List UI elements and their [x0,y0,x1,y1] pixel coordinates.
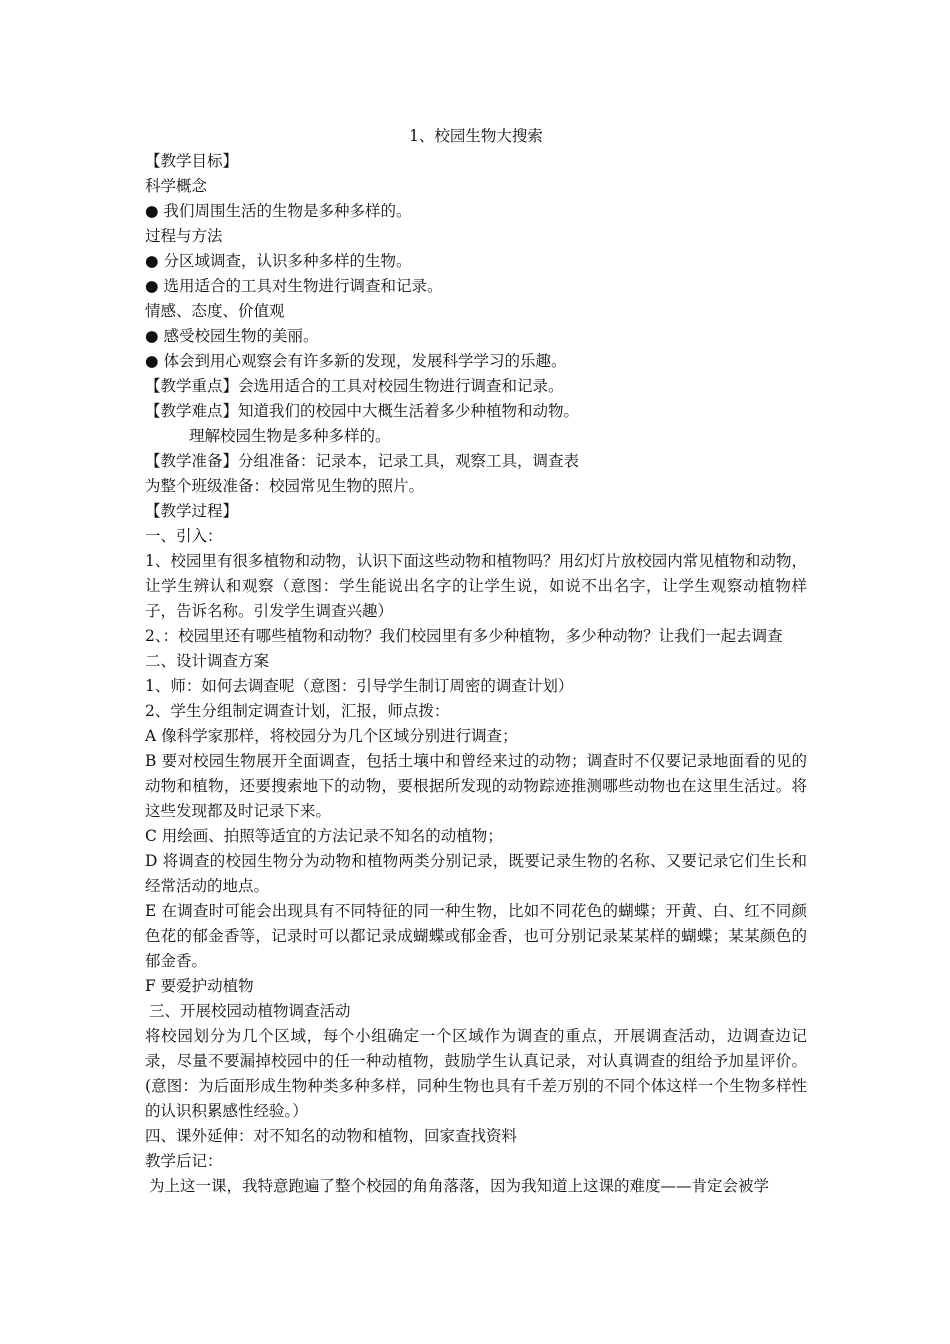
process-method-item: ● 选用适合的工具对生物进行调查和记录。 [145,277,443,295]
plan-item-b: B 要对校园生物展开全面调查，包括土壤中和曾经来过的动物；调查时不仅要记录地面看的见的动物和植物，还要搜索地下的动物，要根据所发现的动物踪迹推测哪些动物也在这里生活过。将这些发现都及时记录下来。 [145,752,807,820]
document-title: 1、校园生物大搜索 [409,127,543,145]
section-1-heading: 一、引入： [145,527,223,545]
attitude-item: ● 感受校园生物的美丽。 [145,327,319,345]
plan-item-f: F 要爱护动植物 [145,977,254,995]
document-body [145,124,807,1199]
section-2-paragraph: 2、学生分组制定调查计划，汇报，师点拨： [145,702,450,720]
plan-item-d: D 将调查的校园生物分为动物和植物两类分别记录，既要记录生物的名称、又要记录它们生长和经常活动的地点。 [145,852,807,895]
difficulty-continued: 理解校园生物是多种多样的。 [189,427,391,445]
section-2-heading: 二、设计调查方案 [145,652,270,670]
preparation: 【教学准备】分组准备：记录本，记录工具，观察工具，调查表 [145,452,580,470]
process-method-item: ● 分区域调查，认识多种多样的生物。 [145,252,412,270]
section-3-paragraph: 将校园划分为几个区域，每个小组确定一个区域作为调查的重点，开展调查活动，边调查边记录，尽量不要漏掉校园中的任一种动植物，鼓励学生认真记录，对认真调查的组给予加星评价。(意图：为后面形成生物种类多种多样，同种生物也具有千差万别的不同个体这样一个生物多样性的认识积累感性经验。） [145,1027,807,1120]
science-concept-item: ● 我们周围生活的生物是多种多样的。 [145,202,412,220]
section-4-heading: 四、课外延伸：对不知名的动物和植物，回家查找资料 [145,1127,518,1145]
section-3-heading: 三、开展校园动植物调查活动 [149,1002,351,1020]
attitude-item: ● 体会到用心观察会有许多新的发现，发展科学学习的乐趣。 [145,352,567,370]
section-1-paragraph: 2、：校园里还有哪些植物和动物？我们校园里有多少种植物，多少种动物？让我们一起去调查 [145,627,783,645]
difficulty: 【教学难点】知道我们的校园中大概生活着多少种植物和动物。 [145,402,580,420]
plan-item-c: C 用绘画、拍照等适宜的方法记录不知名的动植物； [145,827,503,845]
afterword-paragraph: 为上这一课，我特意跑遍了整个校园的角角落落，因为我知道上这课的难度——肯定会被学 [149,1177,770,1195]
section-2-paragraph: 1、师：如何去调查呢（意图：引导学生制订周密的调查计划） [145,677,574,695]
section-1-paragraph: 1、校园里有很多植物和动物，认识下面这些动物和植物吗？用幻灯片放校园内常见植物和动物，让学生辨认和观察（意图：学生能说出名字的让学生说，如说不出名字，让学生观察动植物样子，告诉名称。引发学生调查兴趣） [145,552,807,620]
afterword-heading: 教学后记： [145,1152,223,1170]
preparation-class: 为整个班级准备：校园常见生物的照片。 [145,477,425,495]
process-method-heading: 过程与方法 [145,227,223,245]
process-heading: 【教学过程】 [145,502,239,520]
plan-item-e: E 在调查时可能会出现具有不同特征的同一种生物，比如不同花色的蝴蝶；开黄、白、红不同颜色花的郁金香等，记录时可以都记录成蝴蝶或郁金香，也可分别记录某某样的蝴蝶；某某颜色的郁金香。 [145,902,807,970]
plan-item-a: A 像科学家那样，将校园分为几个区域分别进行调查； [145,727,518,745]
attitude-heading: 情感、态度、价值观 [145,302,285,320]
key-point: 【教学重点】会选用适合的工具对校园生物进行调查和记录。 [145,377,564,395]
science-concept-heading: 科学概念 [145,177,208,195]
goals-heading: 【教学目标】 [145,152,239,170]
